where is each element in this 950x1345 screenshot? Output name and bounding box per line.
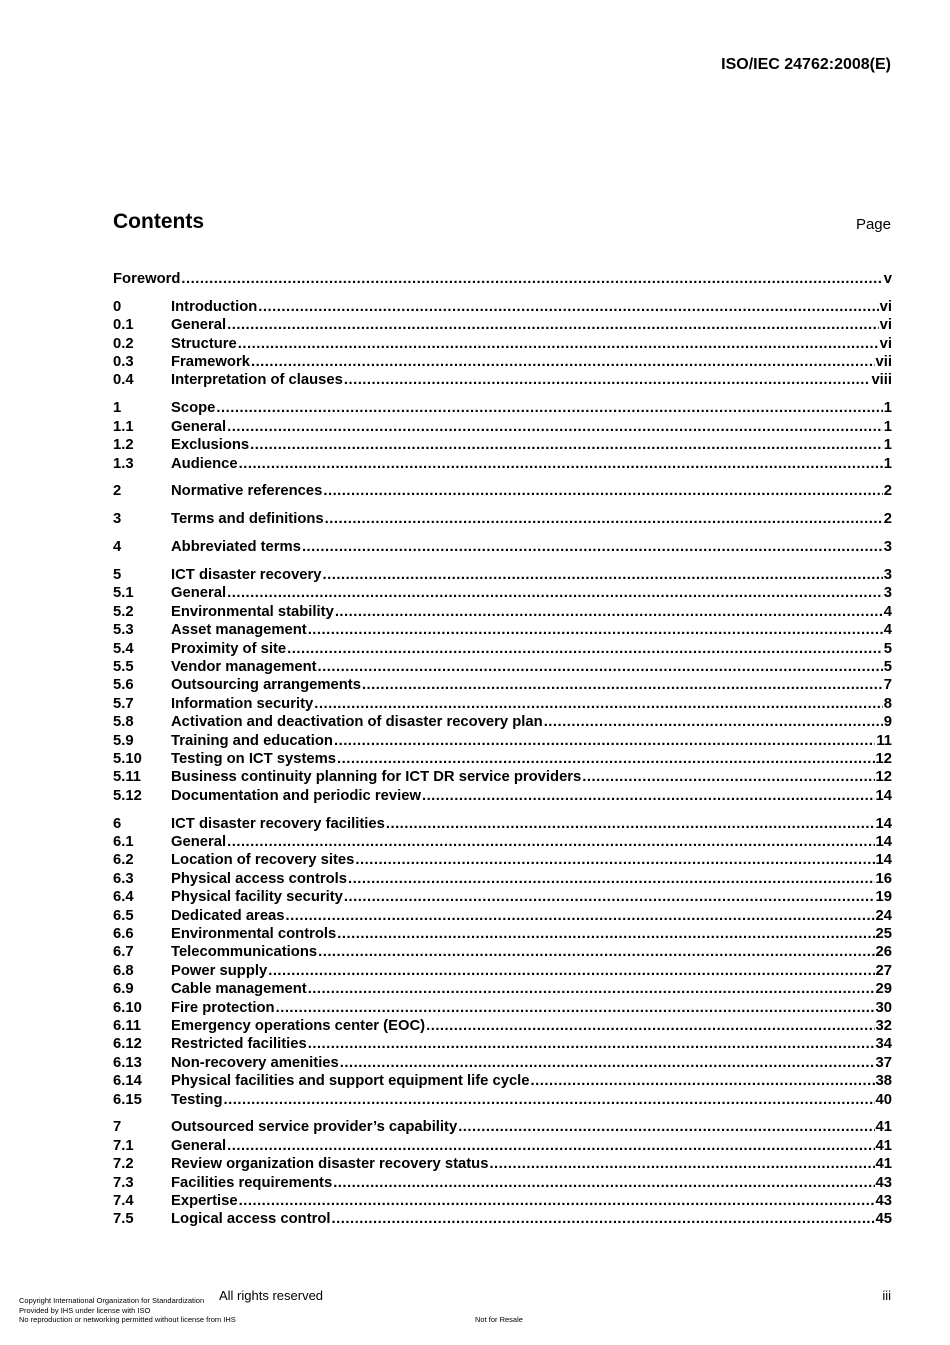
toc-dot-leader: [308, 1035, 875, 1053]
toc-entry-page: 37: [875, 1054, 892, 1071]
toc-entry-number: 6.13: [113, 1054, 142, 1071]
toc-dot-leader: [458, 1118, 874, 1136]
toc-entry[interactable]: [113, 1174, 892, 1192]
toc-group: [113, 566, 892, 805]
toc-dot-leader: [268, 962, 874, 980]
toc-entry-number: 7.5: [113, 1211, 134, 1228]
toc-entry[interactable]: [113, 1072, 892, 1090]
toc-entry-title: Foreword: [113, 271, 181, 287]
toc-entry-page: 11: [876, 732, 892, 749]
toc-entry-title: Cable management: [171, 981, 307, 998]
toc-entry-title: Scope: [171, 400, 216, 417]
toc-entry-page: 1: [883, 418, 892, 435]
toc-entry-page: 2: [883, 483, 892, 500]
toc-entry-number: 4: [113, 539, 122, 556]
toc-dot-leader: [227, 316, 879, 334]
toc-entry-page: 25: [875, 926, 892, 942]
toc-entry[interactable]: [113, 270, 892, 288]
toc-entry-title: Interpretation of clauses: [171, 372, 343, 389]
toc-entry-page: 14: [875, 852, 892, 869]
toc-entry-title: Testing on ICT systems: [171, 750, 336, 767]
toc-entry-page: 9: [883, 714, 892, 731]
toc-entry-page: vi: [879, 335, 892, 352]
toc-entry[interactable]: [113, 851, 892, 869]
toc-dot-leader: [276, 999, 875, 1017]
toc-entry-number: 5.12: [113, 787, 142, 804]
toc-entry-number: 5.5: [113, 659, 134, 676]
toc-entry[interactable]: [113, 455, 892, 473]
toc-entry-page: 40: [875, 1091, 892, 1108]
toc-entry-title: Activation and deactivation of disaster recovery plan: [171, 714, 543, 731]
toc-entry-page: 41: [875, 1137, 892, 1154]
toc-dot-leader: [337, 925, 874, 943]
toc-entry-number: 0.2: [113, 335, 134, 352]
toc-entry-number: 5.9: [113, 732, 134, 749]
toc-dot-leader: [340, 1054, 875, 1072]
toc-entry-number: 0.1: [113, 317, 134, 334]
toc-entry[interactable]: [113, 353, 892, 371]
toc-entry-title: Environmental controls: [171, 926, 337, 942]
toc-entry-title: Physical facility security: [171, 889, 343, 906]
toc-dot-leader: [344, 888, 875, 906]
toc-entry-title: Dedicated areas: [171, 907, 285, 924]
toc-entry[interactable]: [113, 1118, 892, 1136]
toc-dot-leader: [325, 510, 883, 528]
toc-entry-number: 5.2: [113, 603, 134, 620]
toc-entry[interactable]: [113, 833, 892, 851]
toc-entry-number: 6.7: [113, 944, 134, 961]
toc-entry-title: Review organization disaster recovery status: [171, 1156, 489, 1173]
toc-entry-title: Logical access control: [171, 1211, 331, 1228]
toc-entry-number: 0.3: [113, 354, 134, 371]
toc-dot-leader: [224, 1091, 875, 1109]
toc-entry-page: 8: [883, 695, 892, 712]
toc-entry-page: 7: [883, 677, 892, 694]
toc-entry-title: Business continuity planning for ICT DR service providers: [171, 769, 582, 786]
toc-entry-number: 0: [113, 298, 122, 315]
toc-entry[interactable]: [113, 335, 892, 353]
not-for-resale-note: Not for Resale: [475, 1315, 523, 1324]
toc-entry-title: Proximity of site: [171, 640, 287, 657]
footer-page-number: iii: [882, 1288, 891, 1303]
toc-entry-page: vi: [879, 317, 892, 334]
toc-entry-page: 41: [875, 1156, 892, 1173]
toc-entry-number: 5.8: [113, 714, 134, 731]
toc-entry-number: 7.2: [113, 1156, 134, 1173]
toc-entry-title: Environmental stability: [171, 603, 334, 620]
toc-entry[interactable]: [113, 584, 892, 602]
toc-entry-page: 1: [883, 400, 892, 417]
toc-entry[interactable]: [113, 418, 892, 436]
toc-dot-leader: [250, 436, 883, 454]
toc-entry-number: 1.3: [113, 455, 134, 472]
toc-entry-page: 16: [875, 870, 892, 887]
toc-entry-number: 5.6: [113, 677, 134, 694]
toc-entry-number: 6.5: [113, 907, 134, 924]
copyright-notice: [19, 1296, 236, 1325]
toc-entry-title: Abbreviated terms: [171, 539, 301, 556]
toc-entry-number: 6.4: [113, 889, 134, 906]
toc-entry-number: 1: [113, 400, 122, 417]
toc-entry-page: 41: [875, 1119, 892, 1136]
toc-entry-number: 1.2: [113, 437, 134, 454]
toc-entry-number: 6.6: [113, 926, 134, 942]
toc-group: [113, 298, 892, 390]
toc-entry[interactable]: [113, 1137, 892, 1155]
toc-entry-number: 7: [113, 1119, 122, 1136]
toc-dot-leader: [422, 787, 875, 805]
toc-entry[interactable]: [113, 482, 892, 500]
toc-entry-page: 14: [875, 834, 892, 851]
toc-entry-number: 7.1: [113, 1137, 134, 1154]
toc-group: [113, 815, 892, 1109]
toc-entry-number: 6.2: [113, 852, 134, 869]
toc-entry-title: Emergency operations center (EOC): [171, 1017, 426, 1034]
toc-entry-number: 6.8: [113, 962, 134, 979]
toc-entry[interactable]: [113, 695, 892, 713]
toc-entry-page: 45: [875, 1211, 892, 1228]
toc-entry-number: 6.3: [113, 870, 134, 887]
contents-title: Contents: [113, 210, 204, 233]
toc-dot-leader: [238, 335, 879, 353]
toc-entry[interactable]: [113, 713, 892, 731]
toc-entry[interactable]: [113, 732, 892, 750]
toc-entry-title: General: [171, 317, 227, 334]
toc-dot-leader: [332, 1210, 875, 1228]
toc-entry[interactable]: [113, 980, 892, 998]
toc-group: [113, 482, 892, 500]
toc-dot-leader: [318, 943, 874, 961]
toc-dot-leader: [335, 603, 883, 621]
toc-group: [113, 538, 892, 556]
toc-entry-page: 12: [875, 750, 892, 767]
toc-entry-number: 5: [113, 567, 122, 584]
toc-entry[interactable]: [113, 925, 892, 943]
toc-entry-title: Exclusions: [171, 437, 250, 454]
toc-entry-page: 27: [875, 962, 892, 979]
toc-entry-number: 6.9: [113, 981, 134, 998]
toc-entry-title: Expertise: [171, 1192, 238, 1209]
toc-dot-leader: [323, 566, 883, 584]
toc-dot-leader: [302, 538, 883, 556]
toc-entry-number: 0.4: [113, 372, 134, 389]
toc-entry-page: 2: [883, 511, 892, 528]
toc-dot-leader: [531, 1072, 875, 1090]
toc-entry-title: Fire protection: [171, 999, 275, 1016]
toc-entry-number: 6.14: [113, 1073, 142, 1090]
toc-entry-number: 5.1: [113, 585, 134, 602]
toc-entry[interactable]: [113, 603, 892, 621]
toc-entry-title: General: [171, 585, 227, 602]
toc-entry-title: Non-recovery amenities: [171, 1054, 339, 1071]
toc-entry-page: 4: [883, 603, 892, 620]
toc-entry[interactable]: [113, 999, 892, 1017]
toc-entry-page: 3: [883, 567, 892, 584]
toc-entry-title: General: [171, 418, 227, 435]
toc-dot-leader: [227, 584, 883, 602]
copyright-line: No reproduction or networking permitted without license from IHS: [19, 1315, 236, 1324]
toc-entry-number: 6.1: [113, 834, 134, 851]
toc-entry-page: 43: [875, 1174, 892, 1191]
toc-entry-page: 4: [883, 622, 892, 639]
toc-entry-title: Information security: [171, 695, 314, 712]
toc-dot-leader: [286, 907, 875, 925]
toc-dot-leader: [489, 1155, 874, 1173]
toc-entry[interactable]: [113, 1210, 892, 1228]
table-of-contents: [113, 270, 892, 1238]
toc-entry-title: Restricted facilities: [171, 1036, 307, 1053]
toc-dot-leader: [544, 713, 883, 731]
toc-entry[interactable]: [113, 1155, 892, 1173]
toc-dot-leader: [386, 815, 875, 833]
toc-entry-title: General: [171, 834, 227, 851]
toc-dot-leader: [348, 870, 875, 888]
toc-dot-leader: [181, 270, 882, 288]
toc-entry-number: 5.10: [113, 750, 142, 767]
toc-dot-leader: [362, 676, 883, 694]
toc-entry[interactable]: [113, 768, 892, 786]
toc-entry-page: viii: [871, 372, 892, 389]
toc-entry-title: Testing: [171, 1091, 223, 1108]
toc-dot-leader: [308, 980, 875, 998]
page-column-label: Page: [855, 216, 891, 233]
toc-dot-leader: [344, 371, 871, 389]
toc-entry-page: 26: [875, 944, 892, 961]
toc-entry-number: 5.3: [113, 622, 134, 639]
toc-entry-page: 29: [875, 981, 892, 998]
toc-dot-leader: [287, 640, 883, 658]
toc-entry[interactable]: [113, 316, 892, 334]
toc-entry-page: 38: [875, 1073, 892, 1090]
toc-entry-title: Facilities requirements: [171, 1174, 333, 1191]
toc-entry-number: 6.15: [113, 1091, 142, 1108]
toc-group: [113, 399, 892, 473]
toc-entry-title: Location of recovery sites: [171, 852, 355, 869]
toc-entry[interactable]: [113, 1054, 892, 1072]
toc-entry-number: 7.3: [113, 1174, 134, 1191]
toc-entry-page: 1: [883, 437, 892, 454]
toc-entry-page: 34: [875, 1036, 892, 1053]
toc-entry-page: 14: [875, 787, 892, 804]
toc-entry[interactable]: [113, 621, 892, 639]
toc-dot-leader: [337, 750, 875, 768]
toc-entry-page: 12: [875, 769, 892, 786]
toc-entry-number: 5.4: [113, 640, 134, 657]
toc-entry[interactable]: [113, 640, 892, 658]
toc-entry-page: 3: [883, 585, 892, 602]
toc-entry-title: Structure: [171, 335, 237, 352]
toc-entry-title: General: [171, 1137, 227, 1154]
toc-entry-number: 5.7: [113, 695, 134, 712]
toc-entry-title: Normative references: [171, 483, 323, 500]
toc-entry[interactable]: [113, 787, 892, 805]
toc-entry-page: 43: [875, 1192, 892, 1209]
toc-entry-title: Asset management: [171, 622, 307, 639]
toc-entry-title: Terms and definitions: [171, 511, 324, 528]
toc-dot-leader: [251, 353, 875, 371]
toc-entry-number: 2: [113, 483, 122, 500]
toc-entry-title: Telecommunications: [171, 944, 318, 961]
toc-entry-page: 24: [875, 907, 892, 924]
toc-dot-leader: [258, 298, 878, 316]
toc-entry[interactable]: [113, 566, 892, 584]
toc-dot-leader: [239, 1192, 875, 1210]
toc-entry[interactable]: [113, 1017, 892, 1035]
toc-entry-number: 5.11: [113, 769, 141, 786]
toc-dot-leader: [426, 1017, 874, 1035]
toc-dot-leader: [239, 455, 883, 473]
toc-entry[interactable]: [113, 399, 892, 417]
toc-entry[interactable]: [113, 658, 892, 676]
toc-entry[interactable]: [113, 815, 892, 833]
toc-entry-page: 19: [875, 889, 892, 906]
toc-entry-title: Framework: [171, 354, 250, 371]
toc-entry-title: Outsourced service provider’s capability: [171, 1119, 458, 1136]
toc-entry-number: 3: [113, 511, 122, 528]
toc-entry-page: 32: [875, 1017, 892, 1034]
toc-dot-leader: [227, 418, 883, 436]
toc-entry-title: Vendor management: [171, 659, 317, 676]
toc-entry-number: 1.1: [113, 418, 134, 435]
toc-entry[interactable]: [113, 750, 892, 768]
toc-entry[interactable]: [113, 436, 892, 454]
toc-group: [113, 270, 892, 288]
toc-dot-leader: [582, 768, 874, 786]
toc-entry-title: Outsourcing arrangements: [171, 677, 361, 694]
toc-entry-page: vii: [875, 354, 892, 371]
toc-entry-title: Introduction: [171, 298, 258, 315]
toc-entry-page: 5: [883, 640, 892, 657]
toc-entry-page: v: [883, 271, 892, 287]
toc-entry-page: vi: [879, 298, 892, 315]
toc-entry[interactable]: [113, 888, 892, 906]
copyright-line: Provided by IHS under license with ISO: [19, 1305, 151, 1315]
toc-entry-title: ICT disaster recovery facilities: [171, 815, 385, 832]
toc-entry-page: 14: [875, 815, 892, 832]
toc-group: [113, 1118, 892, 1228]
document-id: ISO/IEC 24762:2008(E): [721, 56, 891, 73]
toc-entry[interactable]: [113, 870, 892, 888]
footer-rights: All rights reserved: [219, 1288, 324, 1303]
copyright-line: Copyright International Organization for Standardization: [19, 1296, 205, 1305]
toc-entry-number: 7.4: [113, 1192, 134, 1209]
toc-dot-leader: [333, 1174, 874, 1192]
toc-entry-number: 6.12: [113, 1036, 142, 1053]
toc-entry[interactable]: [113, 371, 892, 389]
toc-dot-leader: [323, 482, 882, 500]
toc-entry-page: 3: [883, 539, 892, 556]
toc-entry-number: 6.11: [113, 1017, 141, 1034]
toc-dot-leader: [314, 695, 883, 713]
toc-dot-leader: [227, 833, 874, 851]
toc-dot-leader: [227, 1137, 874, 1155]
toc-entry-title: Documentation and periodic review: [171, 787, 421, 804]
toc-entry[interactable]: [113, 1035, 892, 1053]
toc-entry-title: Physical facilities and support equipment life cycle: [171, 1073, 530, 1090]
toc-entry[interactable]: [113, 1091, 892, 1109]
toc-entry-title: ICT disaster recovery: [171, 567, 322, 584]
toc-entry-title: Training and education: [171, 732, 333, 749]
toc-entry-page: 1: [883, 455, 892, 472]
toc-dot-leader: [334, 732, 875, 750]
toc-entry[interactable]: [113, 676, 892, 694]
toc-entry[interactable]: [113, 298, 892, 316]
toc-entry-title: Physical access controls: [171, 870, 348, 887]
toc-dot-leader: [355, 851, 874, 869]
toc-entry[interactable]: [113, 943, 892, 961]
toc-entry[interactable]: [113, 510, 892, 528]
toc-entry-page: 30: [875, 999, 892, 1016]
toc-dot-leader: [318, 658, 883, 676]
toc-dot-leader: [308, 621, 883, 639]
toc-entry[interactable]: [113, 1192, 892, 1210]
toc-entry-number: 6.10: [113, 999, 142, 1016]
toc-entry-number: 6: [113, 815, 122, 832]
toc-entry-title: Audience: [171, 455, 238, 472]
toc-group: [113, 510, 892, 528]
toc-entry-title: Power supply: [171, 962, 268, 979]
toc-entry[interactable]: [113, 907, 892, 925]
toc-dot-leader: [216, 399, 882, 417]
toc-entry-page: 5: [883, 659, 892, 676]
toc-entry[interactable]: [113, 538, 892, 556]
toc-entry[interactable]: [113, 962, 892, 980]
